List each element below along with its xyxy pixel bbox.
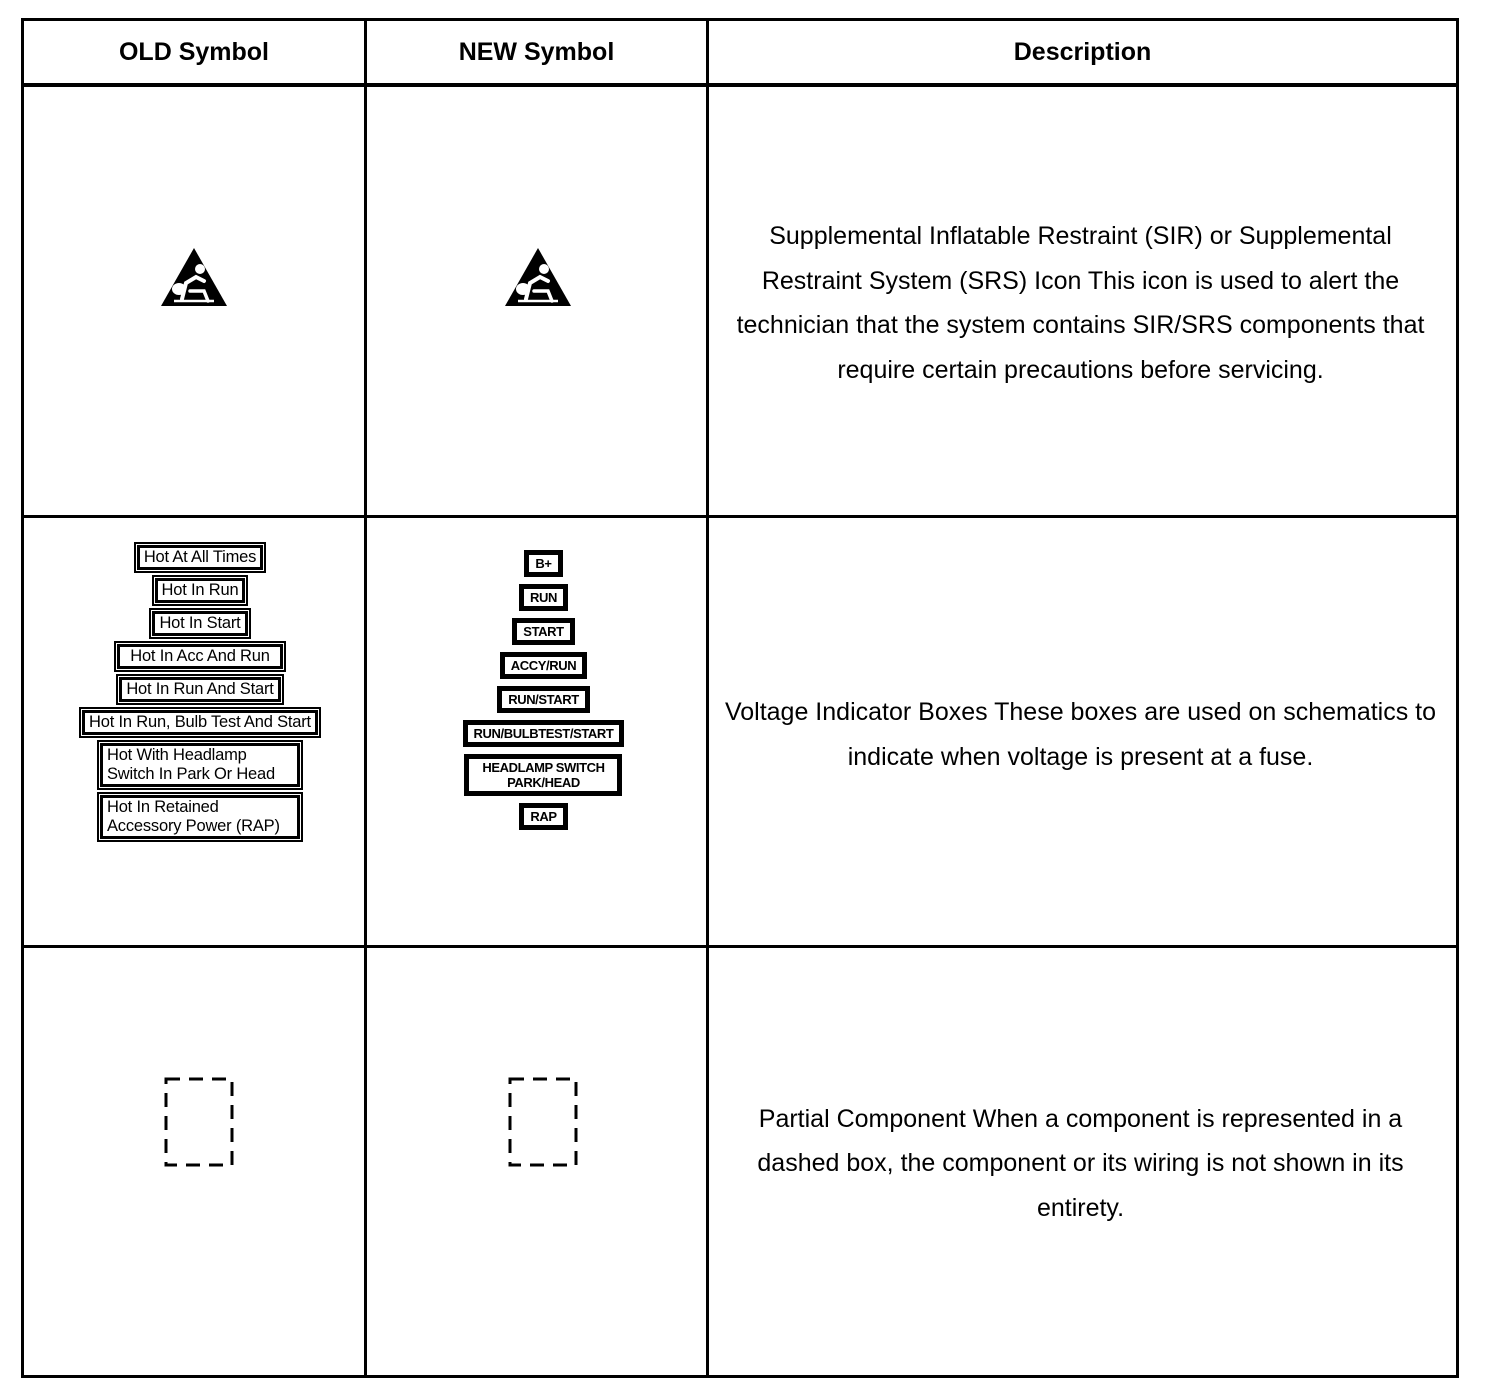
symbols-table: [21, 18, 1459, 1378]
old-dashed-box-cell: [24, 948, 364, 1375]
old-voltage-box: Hot In Run And Start: [119, 677, 280, 702]
old-voltage-box: Hot In Run: [155, 578, 246, 603]
old-voltage-box: Hot In Acc And Run: [117, 644, 283, 669]
old-voltage-box: Hot At All Times: [137, 545, 263, 570]
old-voltage-box: Hot In Run, Bulb Test And Start: [82, 710, 318, 735]
new-voltage-box-label: RUN: [524, 589, 563, 606]
new-voltage-box-label: RUN/START: [502, 691, 585, 708]
new-voltage-box: [512, 618, 574, 645]
dashed-box-icon: [508, 1077, 580, 1169]
new-voltage-box: [519, 803, 567, 830]
new-voltage-box: [497, 686, 590, 713]
voltage-boxes-description: Voltage Indicator Boxes These boxes are used on schematics to indicate when voltage is present at a fuse.: [724, 698, 1437, 771]
old-voltage-box: Hot In Start: [152, 611, 247, 636]
new-voltage-box-label: B+: [529, 555, 557, 572]
partial-component-description: Partial Component When a component is represented in a dashed box, the component or its wiring is not shown in its entirety.: [757, 1104, 1404, 1222]
new-voltage-box-label: RUN/BULBTEST/START: [468, 725, 620, 742]
old-voltage-boxes-cell: [24, 518, 364, 945]
new-voltage-box-stack: [463, 550, 625, 837]
new-voltage-box-label: RAP: [524, 808, 562, 825]
new-voltage-box: [519, 584, 568, 611]
header-new-symbol: NEW Symbol: [458, 37, 615, 66]
airbag-warning-icon: [504, 247, 572, 307]
new-dashed-box-cell: [367, 948, 706, 1375]
new-voltage-box: [464, 754, 622, 796]
new-voltage-boxes-cell: [367, 518, 706, 945]
new-voltage-box: [524, 550, 562, 577]
old-voltage-box: Hot In Retained Accessory Power (RAP): [100, 795, 300, 839]
dashed-box-icon: [164, 1077, 236, 1169]
new-voltage-box: [463, 720, 625, 747]
new-voltage-box-label: ACCY/RUN: [505, 657, 582, 674]
sir-description: Supplemental Inflatable Restraint (SIR) or Supplemental Restraint System (SRS) Icon This icon is used to alert the technician that the system contains SIR/SRS components that require certain precautions before servicing.: [736, 222, 1425, 384]
header-old-symbol: OLD Symbol: [118, 37, 269, 66]
new-sir-icon-cell: [367, 87, 706, 515]
new-voltage-box-label: START: [517, 623, 569, 640]
old-sir-icon-cell: [24, 87, 364, 515]
header-description: Description: [1013, 37, 1152, 66]
new-voltage-box-label: HEADLAMP SWITCH PARK/HEAD: [469, 759, 617, 791]
new-voltage-box: [500, 652, 587, 679]
old-voltage-box-stack: [82, 542, 318, 844]
airbag-warning-icon: [160, 247, 228, 307]
old-voltage-box: Hot With Headlamp Switch In Park Or Head: [100, 743, 300, 787]
